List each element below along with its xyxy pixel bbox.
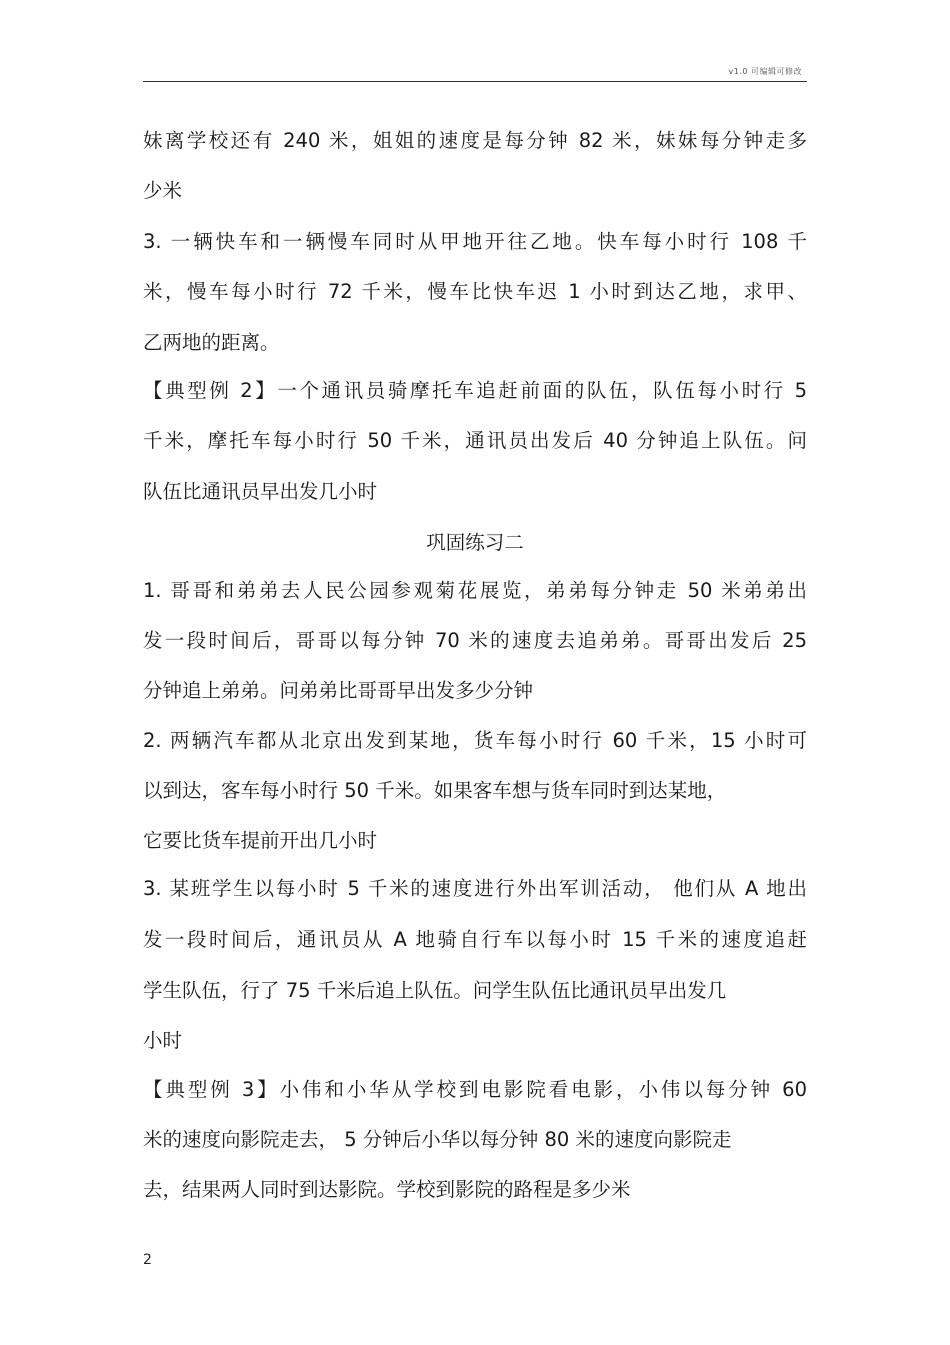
text-line: 千米，摩托车每小时行 50 千米，通讯员出发后 40 分钟追上队伍。问 (143, 429, 807, 452)
text-line: 2. 两辆汽车都从北京出发到某地，货车每小时行 60 千米，15 小时可 (143, 729, 807, 752)
text-line: 队伍比通讯员早出发几小时 (143, 480, 378, 503)
text-line: 发一段时间后，哥哥以每分钟 70 米的速度去追弟弟。哥哥出发后 25 (143, 629, 807, 652)
text-line: 去，结果两人同时到达影院。学校到影院的路程是多少米 (143, 1178, 631, 1201)
text-line: 【典型例 2】一个通讯员骑摩托车追赶前面的队伍，队伍每小时行 5 (143, 379, 807, 402)
text-line: 学生队伍，行了 75 千米后追上队伍。问学生队伍比通讯员早出发几 (143, 979, 727, 1002)
page-number: 2 (143, 1252, 152, 1268)
text-line: 小时 (143, 1029, 183, 1052)
text-line: 分钟追上弟弟。问弟弟比哥哥早出发多少分钟 (143, 679, 534, 702)
text-line: 它要比货车提前开出几小时 (143, 829, 378, 852)
text-line: 3. 一辆快车和一辆慢车同时从甲地开往乙地。快车每小时行 108 千 (143, 230, 807, 253)
text-line: 妹离学校还有 240 米，姐姐的速度是每分钟 82 米，妹妹每分钟走多 (143, 129, 807, 152)
section-heading: 巩固练习二 (426, 531, 524, 554)
text-line: 3. 某班学生以每小时 5 千米的速度进行外出军训活动， 他们从 A 地出 (143, 877, 807, 900)
text-line: 发一段时间后，通讯员从 A 地骑自行车以每小时 15 千米的速度追赶 (143, 928, 807, 951)
text-line: 米，慢车每小时行 72 千米，慢车比快车迟 1 小时到达乙地，求甲、 (143, 280, 807, 303)
text-line: 少米 (143, 179, 183, 202)
text-line: 乙两地的距离。 (143, 331, 280, 354)
text-line: 1. 哥哥和弟弟去人民公园参观菊花展览，弟弟每分钟走 50 米弟弟出 (143, 579, 807, 602)
header-rule (143, 81, 807, 82)
text-line: 米的速度向影院走去， 5 分钟后小华以每分钟 80 米的速度向影院走 (143, 1128, 732, 1151)
text-line: 以到达，客车每小时行 50 千米。如果客车想与货车同时到达某地， (143, 779, 727, 802)
page-header-label: v1.0 可编辑可修改 (728, 67, 802, 76)
text-line: 【典型例 3】小伟和小华从学校到电影院看电影，小伟以每分钟 60 (143, 1078, 807, 1101)
